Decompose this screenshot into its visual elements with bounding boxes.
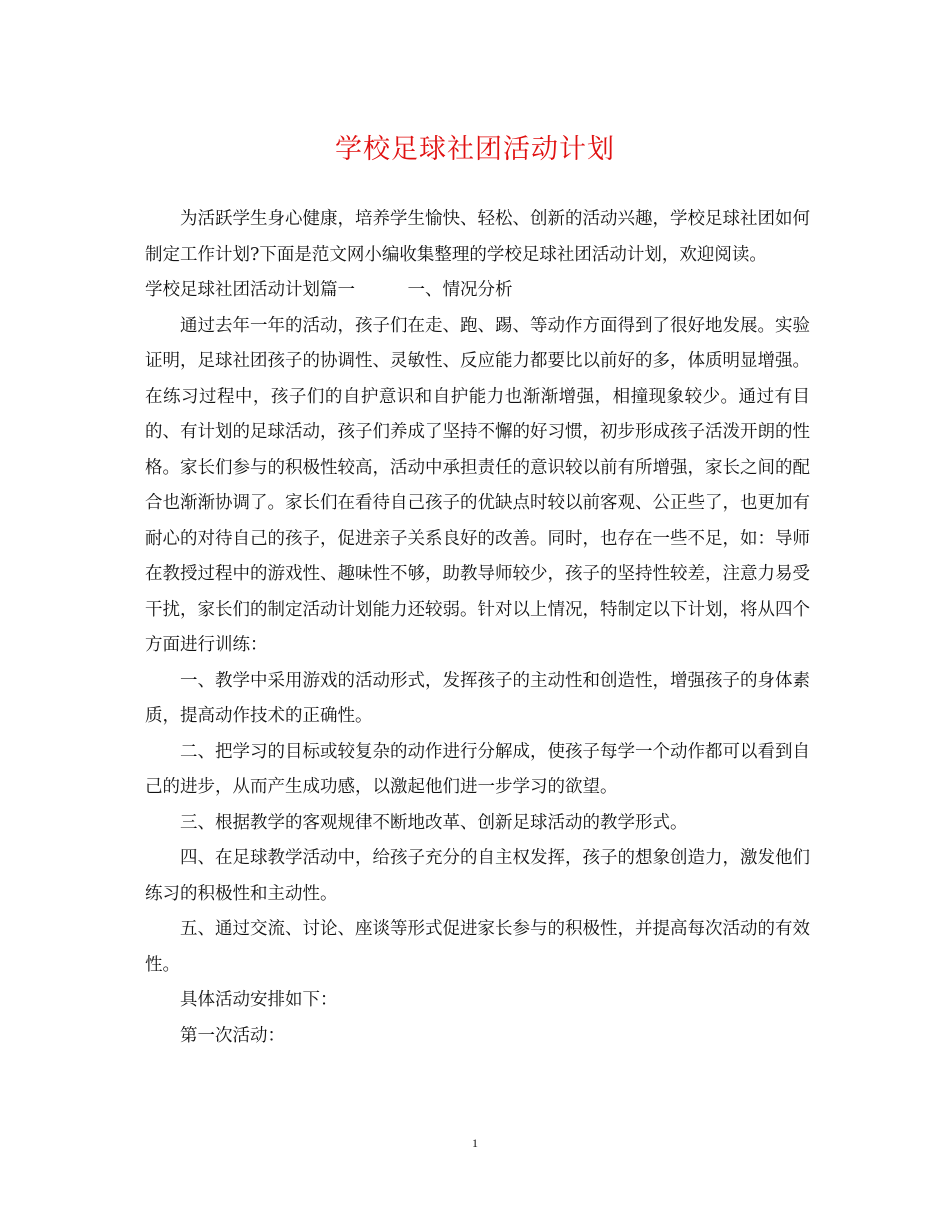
analysis-paragraph: 通过去年一年的活动，孩子们在走、跑、踢、等动作方面得到了很好地发展。实验证明，足球社团孩子的协调性、灵敏性、反应能力都要比以前好的多，体质明显增强。在练习过程中，孩子们的自护意识和自护能力也渐渐增强，相撞现象较少。通过有目的、有计划的足球活动，孩子们养成了坚持不懈的好习惯，初步形成孩子活泼开朗的性格。家长们参与的积极性较高，活动中承担责任的意识较以前有所增强，家长之间的配合也渐渐协调了。家长们在看待自己孩子的优缺点时较以前客观、公正些了，也更加有耐心的对待自己的孩子，促进亲子关系良好的改善。同时，也存在一些不足，如：导师在教授过程中的游戏性、趣味性不够，助教导师较少，孩子的坚持性较差，注意力易受干扰，家长们的制定活动计划能力还较弱。针对以上情况，特制定以下计划，将从四个方面进行训练： [145, 315, 810, 655]
plan-item-1: 一、教学中采用游戏的活动形式，发挥孩子的主动性和创造性，增强孩子的身体素质，提高动作技术的正确性。 [145, 670, 810, 726]
first-activity-label: 第一次活动： [180, 1025, 285, 1046]
plan-item-5: 五、通过交流、讨论、座谈等形式促进家长参与的积极性，并提高每次活动的有效性。 [145, 919, 810, 975]
document-body [145, 202, 810, 1054]
section-heading: 学校足球社团活动计划篇一 一、情况分析 [145, 280, 513, 300]
page-number: 1 [472, 1136, 478, 1150]
intro-paragraph: 为活跃学生身心健康，培养学生愉快、轻松、创新的活动兴趣，学校足球社团如何制定工作计划?下面是范文网小编收集整理的学校足球社团活动计划，欢迎阅读。 [145, 209, 810, 265]
plan-item-4: 四、在足球教学活动中，给孩子充分的自主权发挥，孩子的想象创造力，激发他们练习的积极性和主动性。 [145, 848, 810, 904]
page-title: 学校足球社团活动计划 [335, 134, 615, 165]
plan-item-3: 三、根据教学的客观规律不断地改革、创新足球活动的教学形式。 [180, 812, 688, 833]
plan-item-2: 二、把学习的目标或较复杂的动作进行分解成，使孩子每学一个动作都可以看到自己的进步，从而产生成功感，以激起他们进一步学习的欲望。 [145, 741, 810, 797]
schedule-label: 具体活动安排如下： [180, 990, 338, 1010]
